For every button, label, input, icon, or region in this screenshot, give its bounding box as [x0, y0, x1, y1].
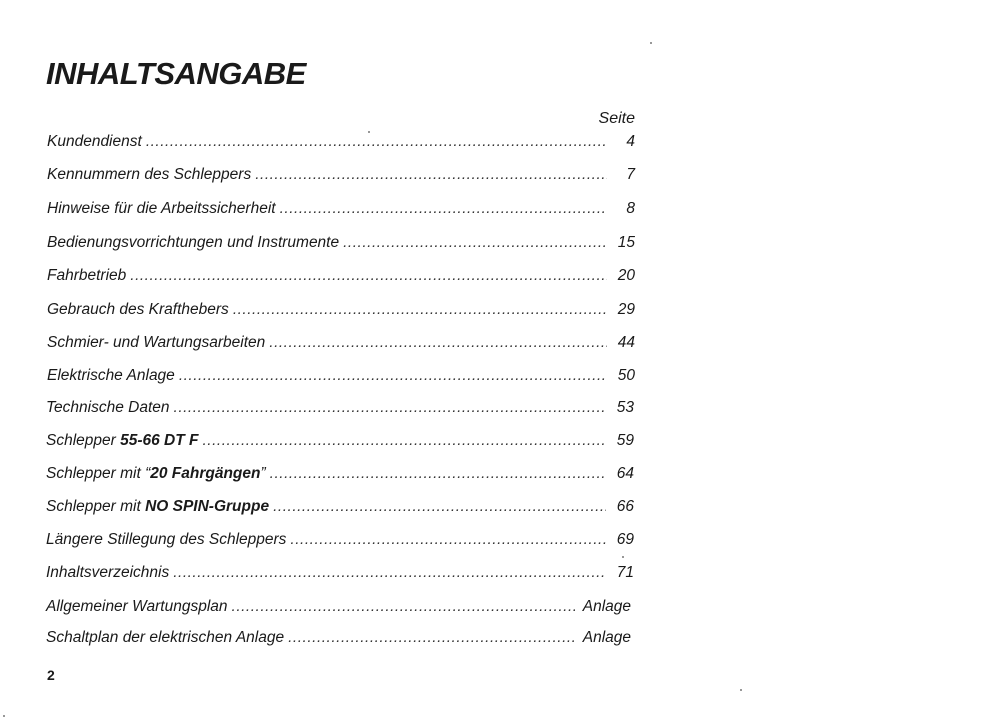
toc-entry-emphasis: 20 Fahrgängen — [150, 465, 261, 482]
toc-entry-title — [47, 234, 339, 252]
toc-entry-page: 59 — [616, 432, 634, 449]
toc-entry-text-end: ” — [260, 465, 266, 482]
toc-entry-text: Schlepper mit — [46, 498, 146, 515]
dot-leader — [203, 432, 607, 450]
toc-entry-title — [47, 301, 229, 319]
page-column-header: Seite — [598, 110, 635, 127]
dot-leader — [146, 133, 607, 151]
toc-entry-emphasis: 55-66 DT F — [120, 432, 199, 449]
scan-speck — [3, 715, 5, 717]
dot-leader — [270, 465, 606, 483]
dot-leader — [280, 200, 607, 218]
toc-entry-page: 20 — [617, 267, 635, 284]
toc-entry-text: Schlepper — [46, 432, 121, 449]
toc-entry — [47, 334, 635, 352]
dot-leader — [269, 334, 607, 352]
toc-entry-text: Gebrauch des Krafthebers — [47, 301, 229, 318]
toc-entry-page: Anlage — [582, 629, 631, 646]
toc-entry — [47, 267, 635, 285]
toc-entry-text: Inhaltsverzeichnis — [46, 564, 170, 581]
toc-entry-title — [46, 531, 286, 549]
dot-leader — [233, 301, 607, 319]
toc-entry — [47, 200, 635, 218]
toc-entry — [46, 598, 631, 616]
toc-entry-page: 53 — [616, 399, 634, 416]
toc-entry-title — [47, 367, 175, 385]
toc-entry-page: 44 — [617, 334, 635, 351]
scan-speck — [368, 131, 370, 133]
toc-entry — [46, 564, 634, 582]
toc-entry-text: Technische Daten — [46, 399, 170, 416]
toc-entry-page: 8 — [626, 200, 635, 217]
toc-entry-text: Schaltplan der elektrischen Anlage — [46, 629, 285, 646]
toc-entry-text: Bedienungsvorrichtungen und Instrumente — [47, 234, 340, 251]
toc-entry-page: 69 — [616, 531, 634, 548]
toc-entry-title — [46, 432, 199, 450]
scan-speck — [650, 42, 652, 44]
dot-leader — [179, 367, 607, 385]
toc-entry-title — [46, 465, 266, 483]
toc-entry-page: 4 — [626, 133, 635, 150]
toc-entry-title — [46, 598, 228, 616]
toc-entry-emphasis: NO SPIN-Gruppe — [145, 498, 270, 515]
toc-entry-title — [47, 133, 142, 151]
page-title: INHALTSANGABE — [46, 56, 306, 91]
toc-entry — [46, 432, 634, 450]
toc-entry-title — [47, 334, 265, 352]
toc-entry-page: 50 — [617, 367, 635, 384]
toc-entry — [46, 531, 634, 549]
toc-entry-title — [47, 200, 276, 218]
dot-leader — [173, 564, 606, 582]
toc-entry-page: 29 — [617, 301, 635, 318]
toc-entry-page: 64 — [616, 465, 634, 482]
toc-entry — [47, 234, 635, 252]
toc-entry-text: Schlepper mit “ — [46, 465, 151, 482]
toc-entry-title — [47, 267, 126, 285]
toc-entry-title — [46, 498, 269, 516]
toc-entry-title — [46, 564, 169, 582]
toc-entry — [46, 498, 634, 516]
dot-leader — [290, 531, 606, 549]
dot-leader — [255, 166, 607, 184]
dot-leader — [343, 234, 607, 252]
toc-entry-title — [47, 166, 251, 184]
toc-entry — [46, 399, 634, 417]
toc-entry-text: Schmier- und Wartungsarbeiten — [47, 334, 266, 351]
toc-entry-text: Längere Stillegung des Schleppers — [46, 531, 287, 548]
toc-entry-title — [46, 399, 170, 417]
dot-leader — [232, 598, 575, 616]
toc-entry-text: Fahrbetrieb — [47, 267, 127, 284]
dot-leader — [288, 629, 575, 647]
dot-leader — [273, 498, 606, 516]
toc-entry — [46, 629, 631, 647]
toc-entry — [47, 367, 635, 385]
toc-entry-page: 71 — [616, 564, 634, 581]
toc-entry — [46, 465, 634, 483]
toc-entry — [47, 133, 635, 151]
dot-leader — [174, 399, 606, 417]
toc-entry-text: Allgemeiner Wartungsplan — [46, 598, 228, 615]
toc-entry-text: Kennummern des Schleppers — [47, 166, 252, 183]
scan-speck — [622, 556, 624, 558]
toc-entry-page: Anlage — [582, 598, 631, 615]
dot-leader — [130, 267, 607, 285]
scan-speck — [740, 689, 742, 691]
toc-entry-page: 15 — [617, 234, 635, 251]
toc-entry-title — [46, 629, 284, 647]
toc-entry-page: 66 — [616, 498, 634, 515]
toc-entry — [47, 301, 635, 319]
page-number: 2 — [47, 667, 55, 683]
toc-entry-text: Elektrische Anlage — [47, 367, 175, 384]
toc-entry — [47, 166, 635, 184]
toc-entry-page: 7 — [626, 166, 635, 183]
toc-entry-text: Hinweise für die Arbeitssicherheit — [47, 200, 276, 217]
toc-entry-text: Kundendienst — [47, 133, 142, 150]
